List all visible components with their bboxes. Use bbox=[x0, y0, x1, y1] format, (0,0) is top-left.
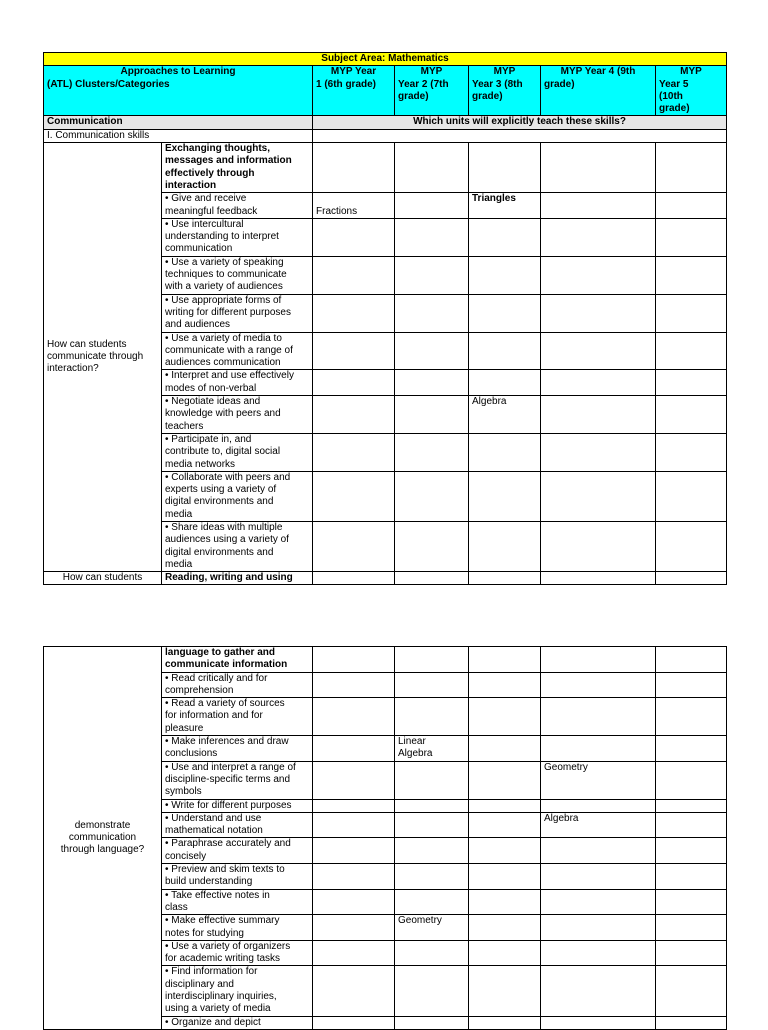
unit-cell-y4 bbox=[541, 218, 656, 256]
unit-cell-y3 bbox=[469, 370, 541, 396]
unit-cell-y2 bbox=[395, 915, 469, 941]
unit-cell-y3 bbox=[469, 864, 541, 890]
unit-cell-y3 bbox=[469, 471, 541, 521]
unit-cell-y1 bbox=[313, 966, 395, 1016]
unit-cell-y1 bbox=[313, 256, 395, 294]
unit-cell-y3 bbox=[469, 396, 541, 434]
unit-cell-y3 bbox=[469, 812, 541, 838]
unit-cell-y2 bbox=[395, 940, 469, 966]
text-line: disciplinary and bbox=[165, 978, 234, 990]
year5-header bbox=[656, 66, 727, 116]
unit-cell-y2 bbox=[395, 864, 469, 890]
unit-cell-y4 bbox=[541, 672, 656, 698]
unit-cell bbox=[395, 572, 469, 585]
skill-cell bbox=[162, 433, 313, 471]
unit-cell-y2 bbox=[395, 672, 469, 698]
unit-cell-y3 bbox=[469, 294, 541, 332]
text-line: modes of non-verbal bbox=[165, 382, 257, 394]
unit-cell-y4 bbox=[541, 332, 656, 370]
unit-cell-y1 bbox=[313, 736, 395, 762]
unit-cell-y5 bbox=[656, 761, 727, 799]
unit-cell-y4 bbox=[541, 940, 656, 966]
text-line: • Use a variety of speaking bbox=[165, 256, 284, 268]
text-line: techniques to communicate bbox=[165, 269, 287, 281]
unit-cell-y2 bbox=[395, 396, 469, 434]
unit-cell-y5 bbox=[656, 433, 727, 471]
text-line: communicate through bbox=[47, 350, 144, 362]
cell-y3 bbox=[469, 647, 541, 673]
unit-cell-y2 bbox=[395, 889, 469, 915]
text-line: media networks bbox=[165, 458, 236, 470]
year2-header bbox=[395, 66, 469, 116]
text-line: Year 5 bbox=[659, 78, 689, 90]
text-line: grade) bbox=[472, 90, 503, 102]
skill-cell bbox=[162, 761, 313, 799]
text-line: communication bbox=[68, 831, 137, 843]
text-line: Geometry bbox=[398, 915, 442, 927]
unit-cell bbox=[469, 572, 541, 585]
unit-cell-y5 bbox=[656, 915, 727, 941]
skill-cell bbox=[162, 799, 313, 812]
text-line: • Use and interpret a range of bbox=[165, 761, 296, 773]
text-line: Exchanging thoughts, bbox=[165, 143, 270, 155]
text-line: meaningful feedback bbox=[165, 205, 258, 217]
unit-cell-y2 bbox=[395, 761, 469, 799]
text-line: • Use appropriate forms of bbox=[165, 294, 282, 306]
unit-cell-y1 bbox=[313, 396, 395, 434]
skill-cell bbox=[162, 332, 313, 370]
text-line: audiences using a variety of bbox=[165, 534, 289, 546]
unit-cell-y1 bbox=[313, 915, 395, 941]
unit-cell-y4 bbox=[541, 915, 656, 941]
unit-cell-y5 bbox=[656, 256, 727, 294]
skill-cell bbox=[162, 889, 313, 915]
section1-question bbox=[44, 143, 162, 572]
unit-cell-y3 bbox=[469, 698, 541, 736]
unit-cell-y2 bbox=[395, 193, 469, 219]
cell-y4 bbox=[541, 143, 656, 193]
skill-cell bbox=[162, 1016, 313, 1029]
unit-cell-y1 bbox=[313, 218, 395, 256]
unit-cell-y3 bbox=[469, 889, 541, 915]
text-line: Linear bbox=[398, 736, 426, 748]
text-line: communication bbox=[165, 243, 233, 255]
unit-cell-y1 bbox=[313, 294, 395, 332]
unit-cell-y5 bbox=[656, 332, 727, 370]
text-line: through language? bbox=[60, 844, 145, 856]
text-line: Algebra bbox=[544, 812, 579, 824]
skill-cell bbox=[162, 471, 313, 521]
skill-cell bbox=[162, 218, 313, 256]
text-line: How can students bbox=[47, 338, 127, 350]
section2-start-row bbox=[44, 572, 727, 585]
unit-cell-y2 bbox=[395, 698, 469, 736]
unit-cell-y5 bbox=[656, 698, 727, 736]
skill-cell bbox=[162, 672, 313, 698]
text-line: pleasure bbox=[165, 722, 204, 734]
section2-heading-row bbox=[44, 647, 727, 673]
unit-cell-y2 bbox=[395, 256, 469, 294]
skill-cell bbox=[162, 396, 313, 434]
skill-cell bbox=[162, 940, 313, 966]
text-line: build understanding bbox=[165, 876, 253, 888]
unit-cell-y4 bbox=[541, 698, 656, 736]
unit-cell-y4 bbox=[541, 799, 656, 812]
text-line: messages and information bbox=[165, 155, 292, 167]
text-line: language to gather and bbox=[165, 647, 276, 658]
unit-cell-y1 bbox=[313, 471, 395, 521]
unit-cell-y1 bbox=[313, 370, 395, 396]
cell-y5 bbox=[656, 647, 727, 673]
text-line: Algebra bbox=[472, 396, 507, 408]
skill-cell bbox=[162, 838, 313, 864]
unit-cell-y5 bbox=[656, 889, 727, 915]
unit-cell-y1 bbox=[313, 812, 395, 838]
unit-cell-y1 bbox=[313, 521, 395, 571]
text-line: Year 2 (7th bbox=[398, 78, 449, 90]
unit-cell-y4 bbox=[541, 966, 656, 1016]
unit-cell-y2 bbox=[395, 812, 469, 838]
unit-cell-y2 bbox=[395, 433, 469, 471]
text-line: • Share ideas with multiple bbox=[165, 521, 283, 533]
skill-cell bbox=[162, 370, 313, 396]
unit-cell-y1 bbox=[313, 940, 395, 966]
text-line: symbols bbox=[165, 786, 202, 798]
atl-header-line-1: Approaches to Learning bbox=[120, 66, 236, 78]
text-line: discipline-specific terms and bbox=[165, 773, 291, 785]
text-line: • Use intercultural bbox=[165, 218, 244, 230]
skill-cell bbox=[162, 812, 313, 838]
unit-cell-y3 bbox=[469, 736, 541, 762]
text-line: • Give and receive bbox=[165, 193, 247, 205]
atl-table-page-2 bbox=[43, 646, 727, 1030]
text-line: and audiences bbox=[165, 319, 231, 331]
communication-skills-blank bbox=[313, 129, 727, 142]
text-line: • Find information for bbox=[165, 966, 258, 978]
unit-cell-y1 bbox=[313, 433, 395, 471]
text-line: • Organize and depict bbox=[165, 1016, 261, 1028]
text-line: Triangles bbox=[472, 193, 516, 205]
unit-cell-y3 bbox=[469, 256, 541, 294]
text-line: • Preview and skim texts to bbox=[165, 864, 285, 876]
year4-header bbox=[541, 66, 656, 116]
unit-cell bbox=[541, 572, 656, 585]
text-line: demonstrate bbox=[74, 819, 131, 831]
units-question: Which units will explicitly teach these skills? bbox=[313, 116, 727, 129]
unit-cell-y5 bbox=[656, 966, 727, 1016]
text-line: knowledge with peers and bbox=[165, 408, 281, 420]
text-line: conclusions bbox=[165, 748, 218, 760]
text-line: Year 3 (8th bbox=[472, 78, 523, 90]
cell-y1 bbox=[313, 647, 395, 673]
unit-cell-y1 bbox=[313, 838, 395, 864]
text-line: comprehension bbox=[165, 684, 234, 696]
text-line: audiences communication bbox=[165, 357, 281, 369]
unit-cell-y1 bbox=[313, 864, 395, 890]
text-line: for academic writing tasks bbox=[165, 953, 281, 965]
communication-skills-label: I. Communication skills bbox=[44, 129, 313, 142]
unit-cell-y2 bbox=[395, 966, 469, 1016]
text-line: class bbox=[165, 901, 188, 913]
section2-heading bbox=[162, 647, 313, 673]
text-line: Algebra bbox=[398, 748, 433, 760]
unit-cell-y3 bbox=[469, 218, 541, 256]
cell-y3 bbox=[469, 143, 541, 193]
text-line: interaction? bbox=[47, 363, 99, 375]
unit-cell-y4 bbox=[541, 193, 656, 219]
unit-cell-y5 bbox=[656, 1016, 727, 1029]
unit-cell-y5 bbox=[656, 736, 727, 762]
skill-cell bbox=[162, 698, 313, 736]
unit-cell-y2 bbox=[395, 370, 469, 396]
unit-cell-y5 bbox=[656, 396, 727, 434]
unit-cell-y5 bbox=[656, 218, 727, 256]
unit-cell-y1 bbox=[313, 889, 395, 915]
unit-cell-y2 bbox=[395, 294, 469, 332]
text-line: 1 (6th grade) bbox=[316, 78, 377, 90]
unit-cell-y3 bbox=[469, 332, 541, 370]
text-line: communicate information bbox=[165, 659, 288, 671]
text-line: writing for different purposes bbox=[165, 306, 291, 318]
unit-cell-y1 bbox=[313, 799, 395, 812]
text-line: digital environments and bbox=[165, 496, 274, 508]
unit-cell-y5 bbox=[656, 812, 727, 838]
text-line: mathematical notation bbox=[165, 825, 263, 837]
text-line: MYP bbox=[420, 66, 443, 78]
skill-cell bbox=[162, 915, 313, 941]
unit-cell-y3 bbox=[469, 521, 541, 571]
section2-start-question: How can students bbox=[44, 572, 162, 585]
text-line: using a variety of media bbox=[165, 1003, 271, 1015]
unit-cell-y5 bbox=[656, 521, 727, 571]
cell-y5 bbox=[656, 143, 727, 193]
unit-cell-y1 bbox=[313, 332, 395, 370]
unit-cell-y1 bbox=[313, 193, 395, 219]
unit-cell-y5 bbox=[656, 294, 727, 332]
section2-start-heading: Reading, writing and using bbox=[162, 572, 313, 585]
unit-cell-y4 bbox=[541, 864, 656, 890]
text-line: experts using a variety of bbox=[165, 484, 277, 496]
unit-cell-y2 bbox=[395, 736, 469, 762]
text-line: • Write for different purposes bbox=[165, 799, 292, 811]
skill-cell bbox=[162, 736, 313, 762]
unit-cell-y4 bbox=[541, 471, 656, 521]
communication-skills-row bbox=[44, 129, 727, 142]
unit-cell-y2 bbox=[395, 799, 469, 812]
cell-y2 bbox=[395, 647, 469, 673]
skill-cell bbox=[162, 294, 313, 332]
text-line: notes for studying bbox=[165, 927, 244, 939]
text-line: grade) bbox=[544, 78, 575, 90]
unit-cell-y4 bbox=[541, 294, 656, 332]
section1-heading-row bbox=[44, 143, 727, 193]
text-line: • Use a variety of organizers bbox=[165, 940, 291, 952]
text-line: MYP Year 4 (9th bbox=[560, 66, 636, 78]
skill-cell bbox=[162, 193, 313, 219]
text-line: interaction bbox=[165, 179, 217, 191]
unit-cell-y2 bbox=[395, 1016, 469, 1029]
skill-cell bbox=[162, 256, 313, 294]
text-line: • Read critically and for bbox=[165, 672, 268, 684]
text-line: (10th bbox=[659, 90, 683, 102]
unit-cell-y2 bbox=[395, 332, 469, 370]
unit-cell-y5 bbox=[656, 370, 727, 396]
communication-row bbox=[44, 116, 727, 129]
subject-area-cell: Subject Area: Mathematics bbox=[44, 53, 727, 66]
unit-cell-y5 bbox=[656, 864, 727, 890]
text-line: effectively through bbox=[165, 167, 255, 179]
unit-cell bbox=[313, 572, 395, 585]
unit-cell-y5 bbox=[656, 193, 727, 219]
unit-cell-y2 bbox=[395, 838, 469, 864]
text-line: grade) bbox=[659, 103, 690, 115]
subject-area-row bbox=[44, 53, 727, 66]
text-line: • Use a variety of media to bbox=[165, 332, 282, 344]
text-line: teachers bbox=[165, 420, 204, 432]
cell-y1 bbox=[313, 143, 395, 193]
text-line: MYP Year bbox=[330, 66, 377, 78]
unit-cell-y4 bbox=[541, 521, 656, 571]
unit-cell bbox=[656, 572, 727, 585]
unit-cell-y5 bbox=[656, 940, 727, 966]
unit-cell-y3 bbox=[469, 433, 541, 471]
column-header-row bbox=[44, 66, 727, 116]
unit-cell-y1 bbox=[313, 1016, 395, 1029]
text-line: Fractions bbox=[316, 205, 358, 217]
text-line: digital environments and bbox=[165, 546, 274, 558]
text-line: • Understand and use bbox=[165, 812, 262, 824]
text-line: MYP bbox=[493, 66, 516, 78]
atl-header-cell bbox=[44, 66, 313, 116]
text-line: • Interpret and use effectively bbox=[165, 370, 294, 382]
unit-cell-y3 bbox=[469, 940, 541, 966]
unit-cell-y4 bbox=[541, 736, 656, 762]
unit-cell-y1 bbox=[313, 698, 395, 736]
atl-table-page-1 bbox=[43, 52, 727, 585]
unit-cell-y2 bbox=[395, 218, 469, 256]
text-line: • Negotiate ideas and bbox=[165, 396, 261, 408]
text-line: communicate with a range of bbox=[165, 344, 293, 356]
skill-cell bbox=[162, 864, 313, 890]
section1-heading bbox=[162, 143, 313, 193]
unit-cell-y5 bbox=[656, 838, 727, 864]
unit-cell-y4 bbox=[541, 396, 656, 434]
text-line: • Read a variety of sources bbox=[165, 698, 285, 710]
text-line: understanding to interpret bbox=[165, 231, 279, 243]
skill-cell bbox=[162, 521, 313, 571]
unit-cell-y3 bbox=[469, 672, 541, 698]
skill-cell bbox=[162, 966, 313, 1016]
unit-cell-y5 bbox=[656, 672, 727, 698]
text-line: • Participate in, and bbox=[165, 433, 252, 445]
section2-question bbox=[44, 647, 162, 1030]
unit-cell-y3 bbox=[469, 1016, 541, 1029]
year1-header bbox=[313, 66, 395, 116]
unit-cell-y2 bbox=[395, 521, 469, 571]
text-line: • Make effective summary bbox=[165, 915, 280, 927]
text-line: MYP bbox=[680, 66, 702, 78]
text-line: media bbox=[165, 558, 193, 570]
text-line: media bbox=[165, 508, 193, 520]
unit-cell-y3 bbox=[469, 838, 541, 864]
cell-y2 bbox=[395, 143, 469, 193]
atl-header-line-2: (ATL) Clusters/Categories bbox=[47, 78, 170, 90]
unit-cell-y4 bbox=[541, 761, 656, 799]
unit-cell-y2 bbox=[395, 471, 469, 521]
text-line: interdisciplinary inquiries, bbox=[165, 991, 277, 1003]
text-line: concisely bbox=[165, 850, 207, 862]
unit-cell-y3 bbox=[469, 761, 541, 799]
unit-cell-y4 bbox=[541, 838, 656, 864]
text-line: with a variety of audiences bbox=[165, 281, 283, 293]
unit-cell-y3 bbox=[469, 966, 541, 1016]
text-line: • Make inferences and draw bbox=[165, 736, 289, 748]
unit-cell-y4 bbox=[541, 370, 656, 396]
text-line: • Paraphrase accurately and bbox=[165, 838, 291, 850]
unit-cell-y3 bbox=[469, 915, 541, 941]
unit-cell-y4 bbox=[541, 812, 656, 838]
unit-cell-y1 bbox=[313, 761, 395, 799]
communication-label: Communication bbox=[44, 116, 313, 129]
text-line: grade) bbox=[398, 90, 429, 102]
unit-cell-y5 bbox=[656, 471, 727, 521]
unit-cell-y4 bbox=[541, 433, 656, 471]
text-line: for information and for bbox=[165, 710, 263, 722]
unit-cell-y5 bbox=[656, 799, 727, 812]
cell-y4 bbox=[541, 647, 656, 673]
text-line: • Collaborate with peers and bbox=[165, 471, 291, 483]
text-line: contribute to, digital social bbox=[165, 446, 281, 458]
unit-cell-y1 bbox=[313, 672, 395, 698]
text-line: • Take effective notes in bbox=[165, 889, 270, 901]
unit-cell-y4 bbox=[541, 1016, 656, 1029]
unit-cell-y4 bbox=[541, 256, 656, 294]
year3-header bbox=[469, 66, 541, 116]
unit-cell-y4 bbox=[541, 889, 656, 915]
unit-cell-y3 bbox=[469, 193, 541, 219]
text-line: Geometry bbox=[544, 761, 588, 773]
unit-cell-y3 bbox=[469, 799, 541, 812]
